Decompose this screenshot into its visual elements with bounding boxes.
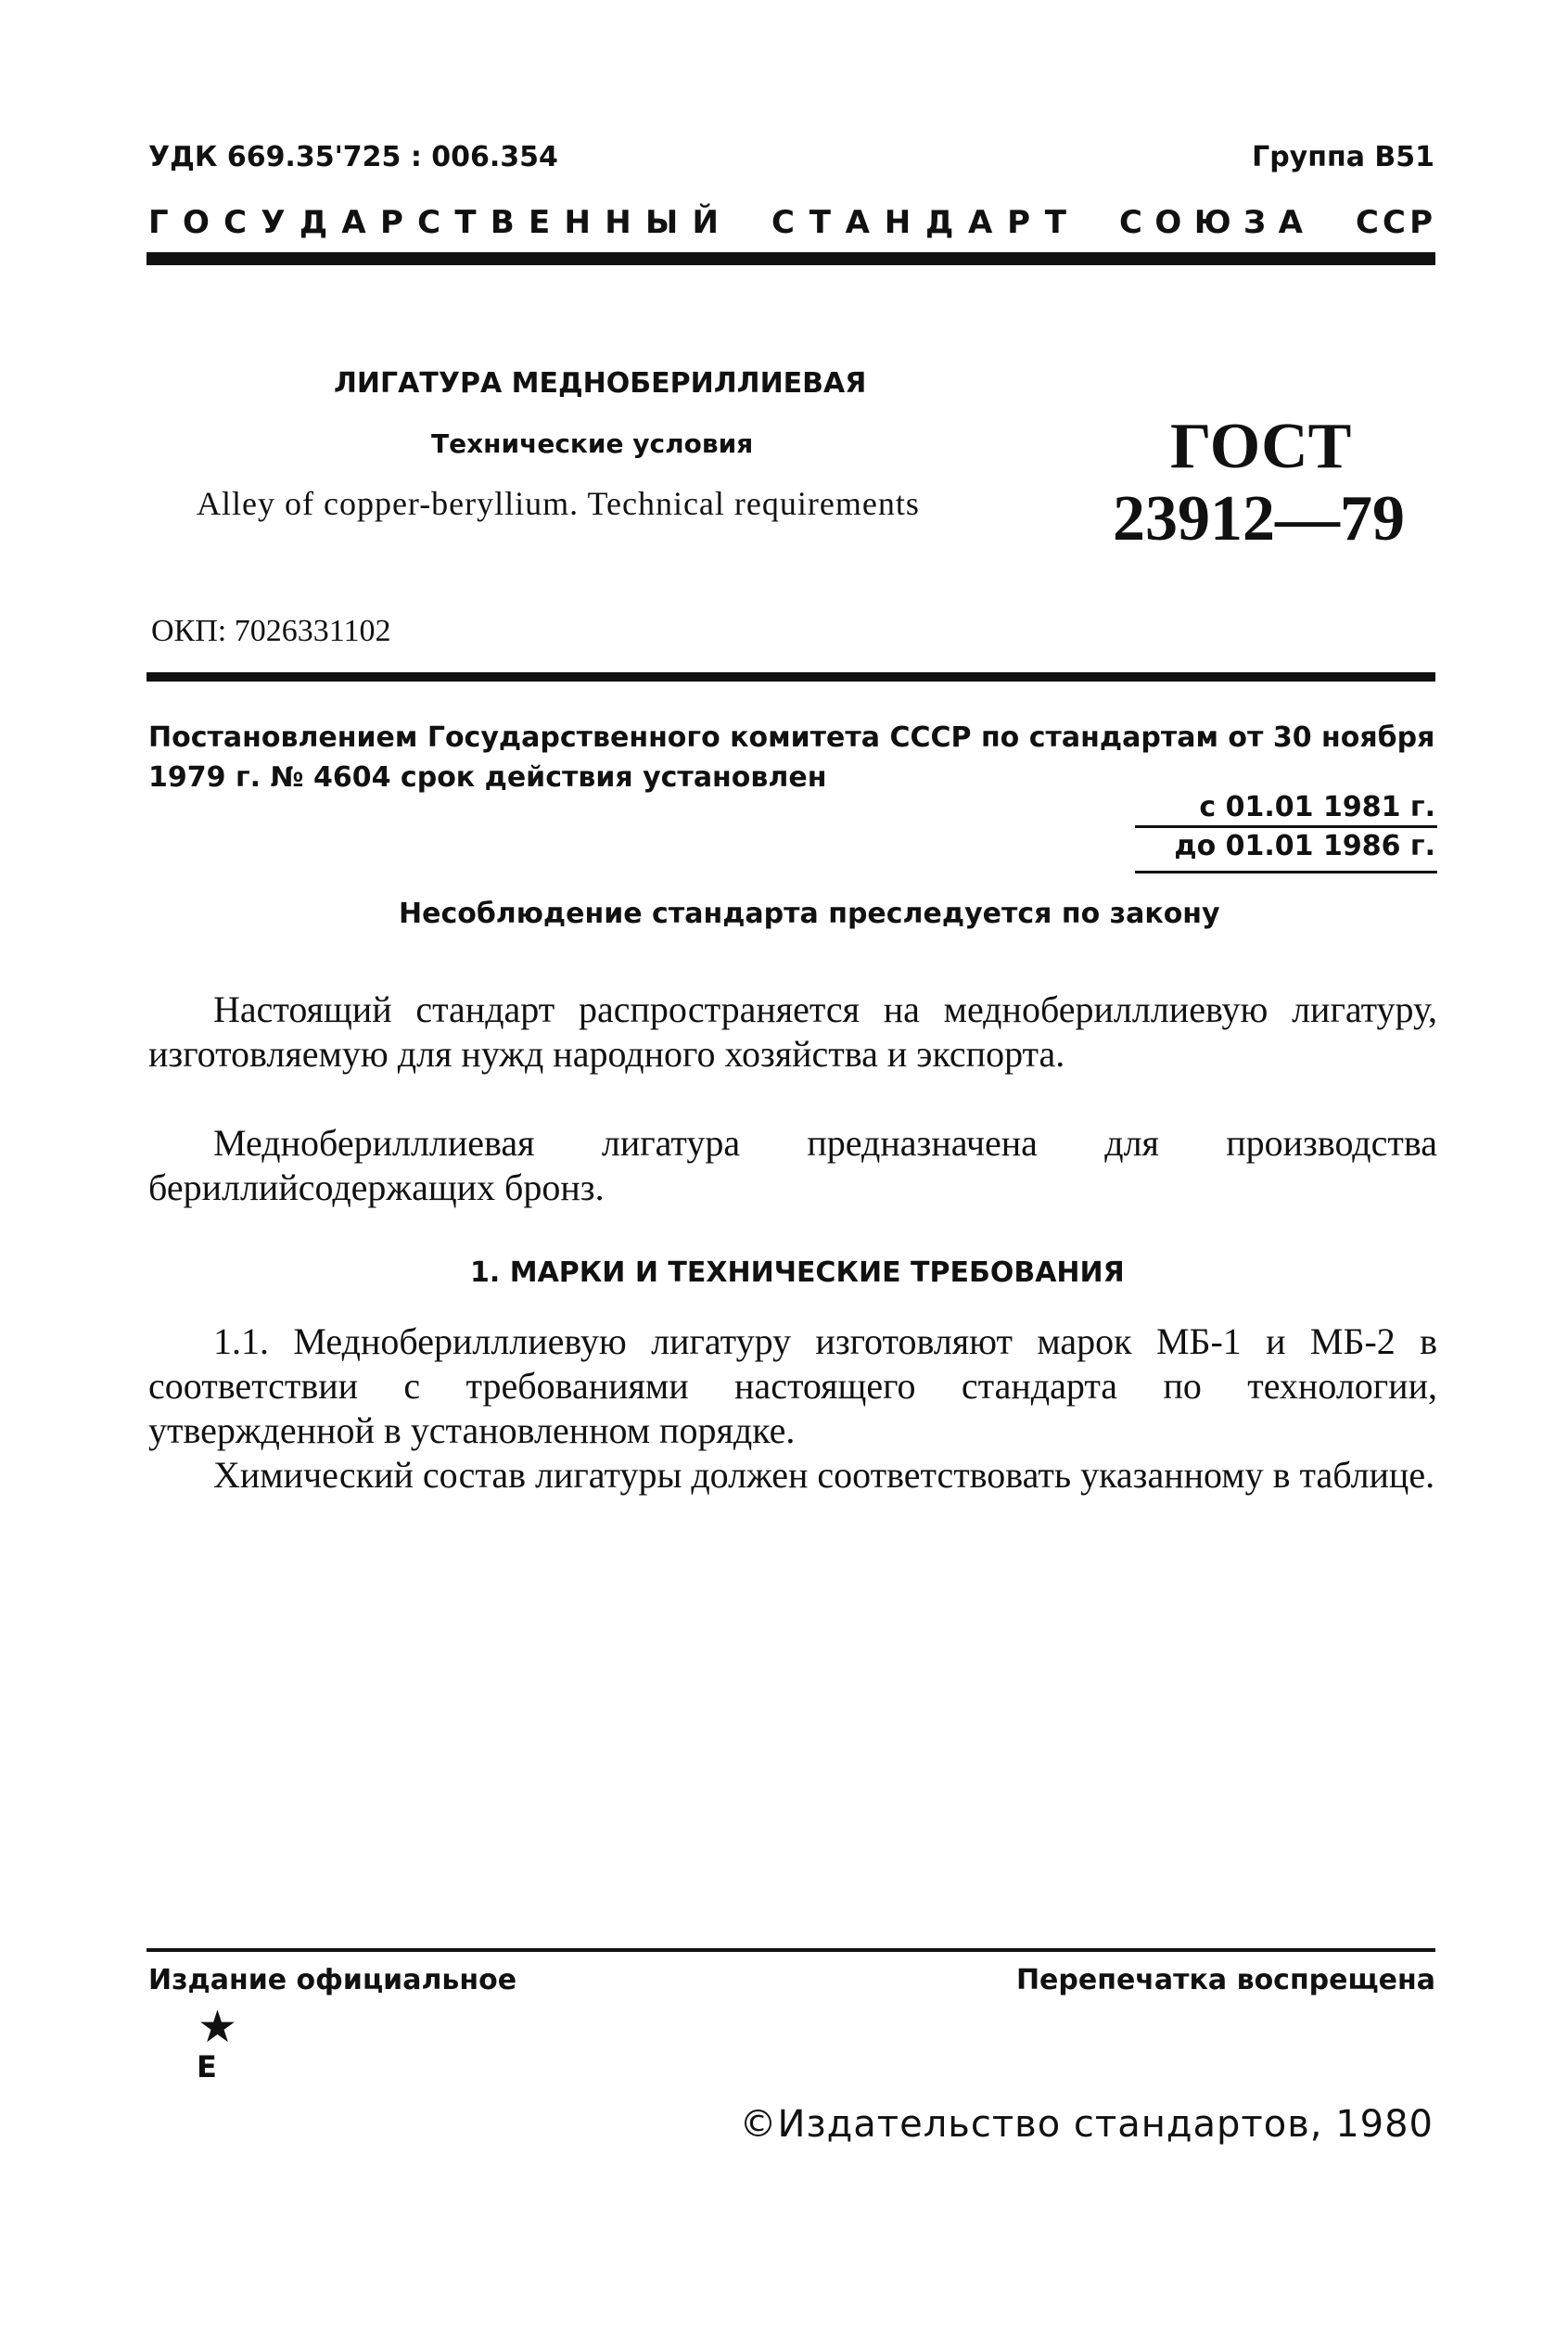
star-icon: ★ (198, 2003, 238, 2052)
reprint-label: Перепечатка воспрещена (1015, 1964, 1435, 1996)
date-from: с 01.01 1981 г. (1199, 791, 1435, 823)
paragraph-grades (148, 1319, 1437, 1453)
date-rule-2 (1135, 871, 1437, 873)
subtitle-ru: Технические условия (431, 428, 754, 459)
paragraph-purpose (148, 1121, 1437, 1210)
header-rule (147, 252, 1435, 265)
paragraph-purpose-text: Медноберилллиевая лигатура предназначена для производства бериллийсодержащих бронз. (148, 1122, 1437, 1208)
gost-number: 23912—79 (1113, 483, 1405, 555)
title-en: Alley of copper-beryllium. Technical requirements (197, 485, 920, 522)
edition-label: Издание официальное (148, 1964, 517, 1996)
paragraph-scope (148, 988, 1437, 1077)
date-to: до 01.01 1986 г. (1174, 830, 1435, 862)
e-mark: Е (197, 2049, 217, 2084)
banner-word-2: С Т А Н Д А Р Т (771, 204, 1066, 241)
date-rule-1 (1135, 825, 1437, 828)
title-ru: ЛИГАТУРА МЕДНОБЕРИЛЛИЕВАЯ (334, 367, 867, 400)
section-heading: 1. МАРКИ И ТЕХНИЧЕСКИЕ ТРЕБОВАНИЯ (470, 1256, 1125, 1289)
paragraph-scope-text: Настоящий стандарт распространяется на медноберилллиевую лигатуру, изготовляемую для нужд народного хозяйства и экспорта. (148, 988, 1437, 1075)
copyright: ©Издательство стандартов, 1980 (739, 2103, 1434, 2146)
banner-word-3: С О Ю З А (1119, 204, 1303, 241)
gost-label: ГОСТ (1170, 411, 1352, 482)
banner-word-4: С С Р (1356, 204, 1433, 241)
gov-standard-banner (148, 204, 1433, 241)
okp-rule (147, 672, 1435, 682)
paragraph-composition-text: Химический состав лигатуры должен соответствовать указанному в таблице. (213, 1454, 1435, 1496)
warning-text: Несоблюдение стандарта преследуется по закону (399, 898, 1220, 930)
decree-text: Постановлением Государственного комитета СССР по стандартам от 30 ноября 1979 г. № 4604 срок действия установлен (148, 721, 1435, 794)
banner-word-1: Г О С У Д А Р С Т В Е Н Н Ы Й (148, 204, 719, 241)
paragraph-composition (148, 1453, 1437, 1498)
group-code: Группа В51 (1252, 141, 1434, 173)
udk-code: УДК 669.35'725 : 006.354 (148, 141, 558, 173)
footer-rule (147, 1948, 1435, 1952)
okp-code: ОКП: 7026331102 (151, 614, 391, 648)
paragraph-grades-text: 1.1. Медноберилллиевую лигатуру изготовляют марок МБ-1 и МБ-2 в соответствии с требованиями настоящего стандарта по технологии, утвержденной в установленном порядке. (148, 1320, 1437, 1451)
